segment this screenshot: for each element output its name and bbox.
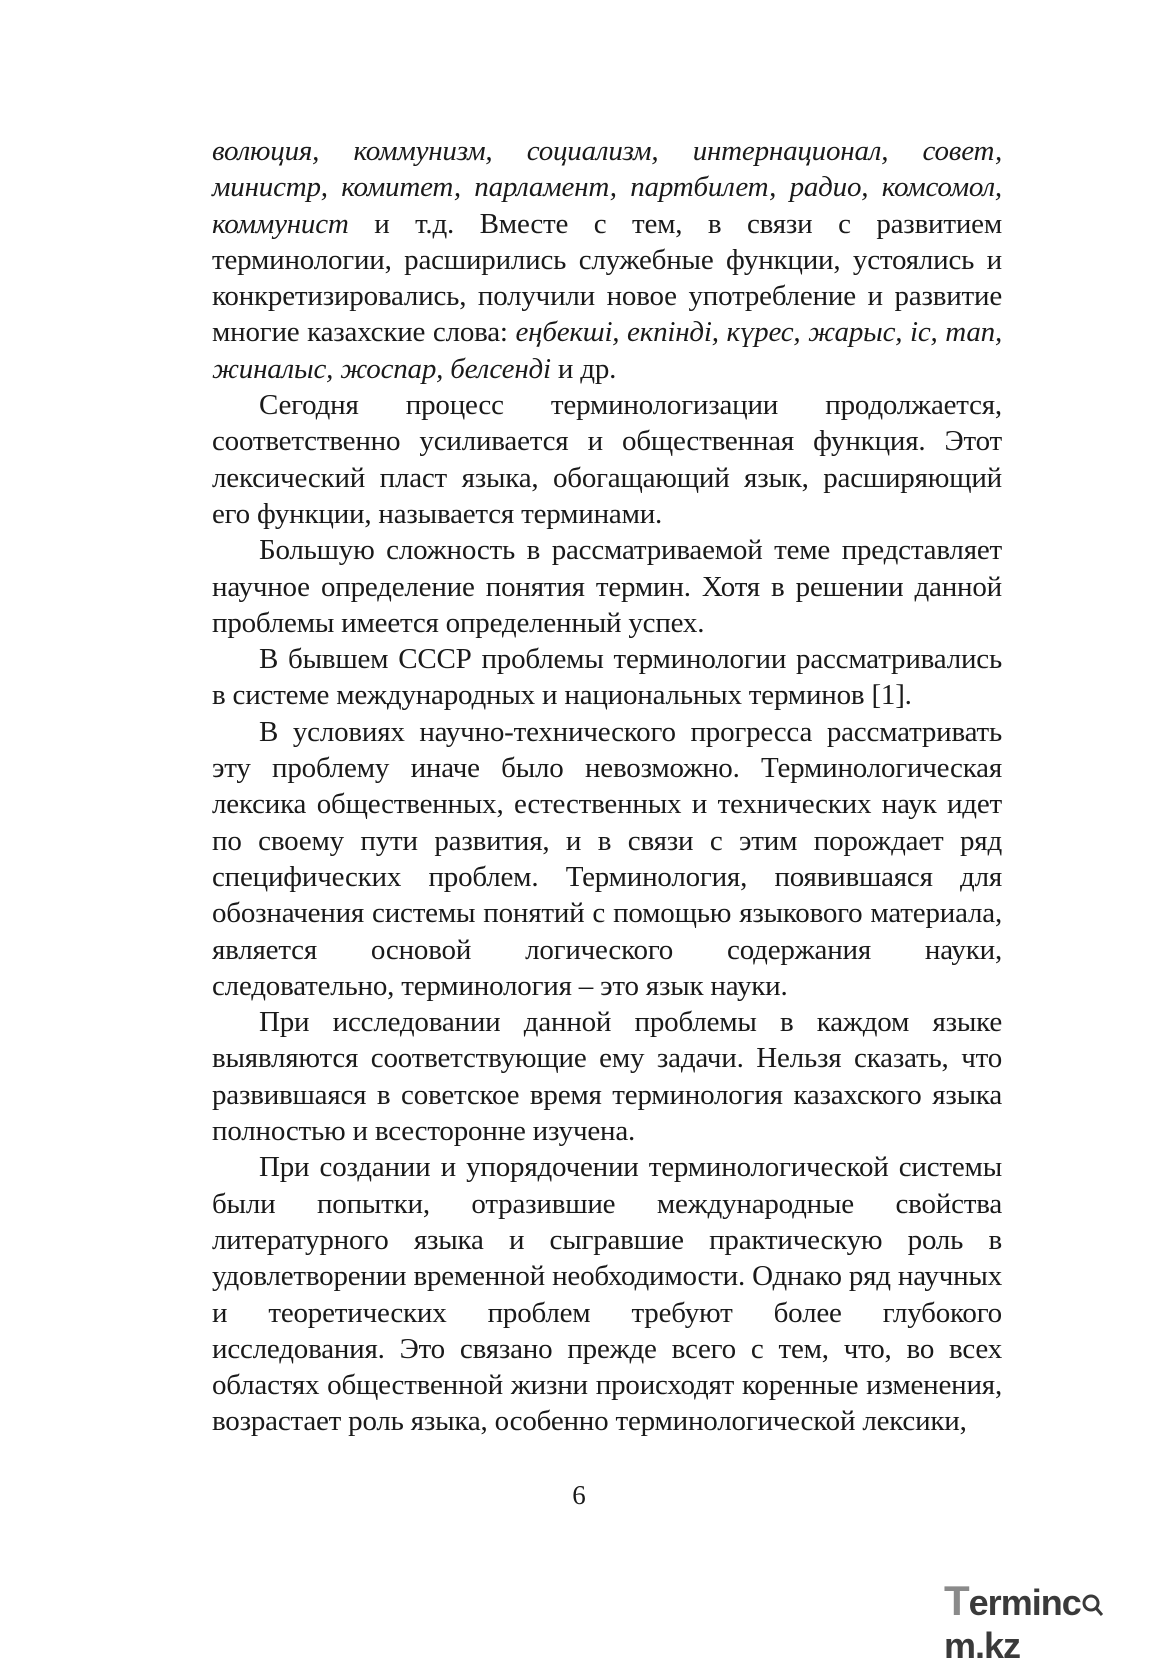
paragraph-7: При создании и упорядочении терминологической системы были попытки, отразившие международные свойства литературного языка и сыгравшие практическую роль в удовлетворении временной необходимости. Однако ряд научных и теоретических проблем требуют более глубокого исследования. Это связано прежде всего с тем, что, во всех областях общественной жизни происходят коренные изменения, возрастает роль языка, особенно терминологической лексики,: [212, 1151, 1002, 1438]
italic-terms-2: еңбекші, екпінді, күрес, жарыс, іс, тап, жиналыс, жоспар, белсенді: [212, 316, 1002, 385]
italic-terms-1: волюция, коммунизм, социализм, интернационал, совет, министр, комитет, парламент, партбилет, радио, комсомол, коммунист: [212, 135, 1002, 240]
watermark-part-1: erminc: [968, 1582, 1081, 1623]
watermark-first-letter: T: [944, 1577, 969, 1624]
paragraph-5: В условиях научно-технического прогресса рассматривать эту проблему иначе было невозможно. Терминологическая лексика общественных, естественных и технических наук идет по своему пути развития, и в связи с этим порождает ряд специфических проблем. Терминология, появившаяся для обозначения системы понятий с помощью языкового материала, является основой логического содержания науки, следовательно, терминология – это язык науки.: [212, 715, 1002, 1002]
paragraph-6: При исследовании данной проблемы в каждом языке выявляются соответствующие ему задачи. Нельзя сказать, что развившаяся в советское время терминология казахского языка полностью и всесторонне изучена.: [212, 1006, 1002, 1148]
watermark-logo: [940, 1575, 1150, 1666]
paragraph-3: Большую сложность в рассматриваемой теме представляет научное определение понятия термин. Хотя в решении данной проблемы имеется определенный успех.: [212, 534, 1002, 639]
magnifier-icon: [1081, 1589, 1103, 1619]
watermark-text: [944, 1577, 1150, 1667]
paragraph-2: Сегодня процесс терминологизации продолжается, соответственно усиливается и общественная функция. Этот лексический пласт языка, обогащающий язык, расширяющий его функции, называется терминами.: [212, 389, 1002, 530]
text-run: и т.д. Вместе с тем, в связи с развитием терминологии, расширились служебные функции, устоялись и конкретизировались, получили новое употребление и развитие многие казахские слова:: [212, 207, 1002, 349]
paragraph-1: [212, 133, 1002, 387]
page-number: 6: [572, 1480, 586, 1510]
watermark-part-2: m.kz: [944, 1625, 1021, 1666]
body-text: [212, 133, 1002, 1440]
paragraph-4: В бывшем СССР проблемы терминологии рассматривались в системе международных и национальных терминов [1].: [212, 643, 1002, 712]
text-run: и др.: [550, 352, 617, 385]
